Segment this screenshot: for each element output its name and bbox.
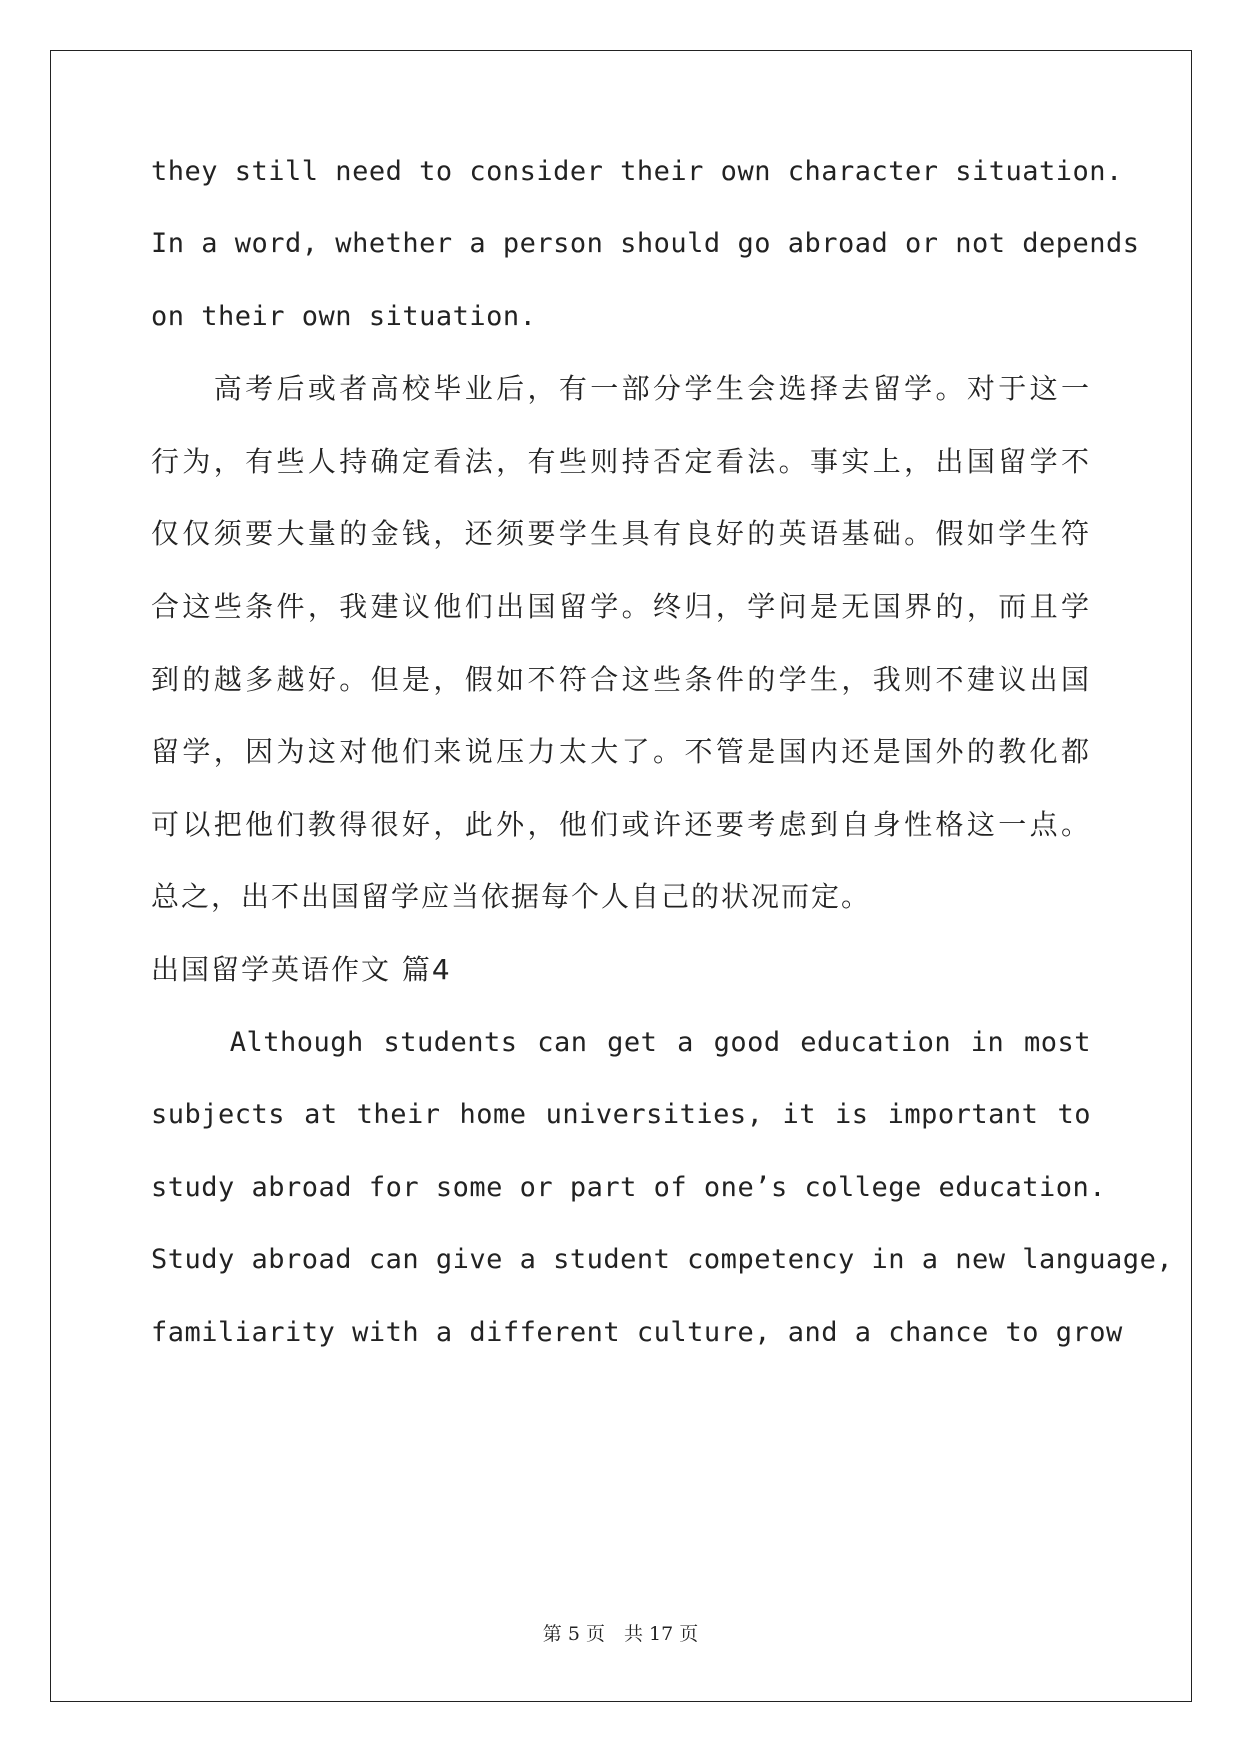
page-number-footer: 第 5 页 共 17 页 — [542, 1623, 699, 1645]
text-line: 行为，有些人持确定看法，有些则持否定看法。事实上，出国留学不 — [151, 445, 1091, 478]
text-line: on their own situation. — [151, 301, 537, 332]
text-line: 总之，出不出国留学应当依据每个人自己的状况而定。 — [151, 880, 872, 913]
text-line: In a word, whether a person should go abroad or not depends — [151, 228, 1140, 259]
text-line: 到的越多越好。但是，假如不符合这些条件的学生，我则不建议出国 — [151, 663, 1091, 696]
text-line: 留学，因为这对他们来说压力太大了。不管是国内还是国外的教化都 — [151, 735, 1091, 768]
text-line: familiarity with a different culture, and a chance to grow — [151, 1317, 1123, 1348]
text-line: Study abroad can give a student competency in a new language, — [151, 1244, 1174, 1275]
text-line: study abroad for some or part of one’s college education. — [151, 1172, 1107, 1203]
text-line: 仅仅须要大量的金钱，还须要学生具有良好的英语基础。假如学生符 — [151, 517, 1091, 550]
section-heading: 出国留学英语作文 篇4 — [151, 953, 452, 986]
text-line: they still need to consider their own character situation. — [151, 156, 1123, 187]
text-line: 高考后或者高校毕业后，有一部分学生会选择去留学。对于这一 — [151, 372, 1091, 405]
text-line: subjects at their home universities, it is important to — [151, 1099, 1091, 1130]
text-line: 合这些条件，我建议他们出国留学。终归，学问是无国界的，而且学 — [151, 590, 1091, 623]
text-line: 可以把他们教得很好，此外，他们或许还要考虑到自身性格这一点。 — [151, 808, 1091, 841]
text-line: Although students can get a good education in most — [151, 1027, 1091, 1058]
